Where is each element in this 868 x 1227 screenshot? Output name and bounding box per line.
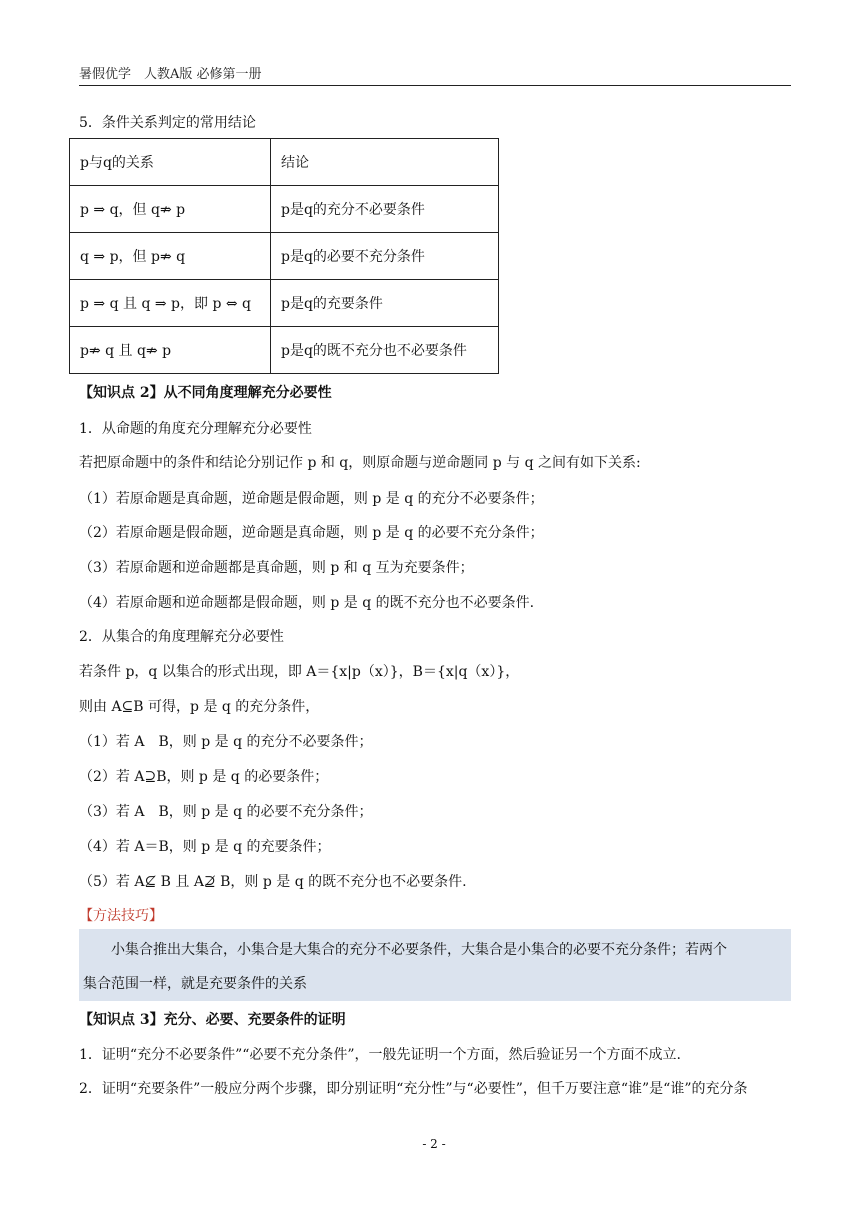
table-cell: p是q的必要不充分条件 xyxy=(271,233,499,280)
table-row xyxy=(70,280,499,327)
kp2-s2-item: （4）若 A＝B，则 p 是 q 的充要条件； xyxy=(79,839,331,855)
table-cell: p ⇒ q 且 q ⇒ p，即 p ⇔ q xyxy=(70,280,271,327)
kp2-s2-title: 2．从集合的角度理解充分必要性 xyxy=(79,629,284,645)
header-title: 暑假优学 人教A版 必修第一册 xyxy=(79,67,262,82)
kp3-item: 2．证明“充要条件”一般应分两个步骤，即分别证明“充分性”与“必要性”，但千万要注意“谁”是“谁”的充分条 xyxy=(79,1081,748,1097)
method-line: 小集合推出大集合，小集合是大集合的充分不必要条件，大集合是小集合的必要不充分条件；若两个 xyxy=(111,942,727,958)
kp2-s1-item: （2）若原命题是假命题，逆命题是真命题，则 p 是 q 的必要不充分条件； xyxy=(79,525,544,541)
table-row xyxy=(70,186,499,233)
table-row xyxy=(70,327,499,374)
method-line: 集合范围一样，就是充要条件的关系 xyxy=(83,976,307,992)
kp2-s1-item: （4）若原命题和逆命题都是假命题，则 p 是 q 的既不充分也不必要条件. xyxy=(79,595,535,611)
kp2-s2-item: （2）若 A⊇B，则 p 是 q 的必要条件； xyxy=(79,769,329,785)
table-header-row xyxy=(70,139,499,186)
kp3-item: 1．证明“充分不必要条件”“必要不充分条件”，一般先证明一个方面，然后验证另一个方面不成立. xyxy=(79,1047,681,1063)
kp2-s1-item: （3）若原命题和逆命题都是真命题，则 p 和 q 互为充要条件； xyxy=(79,560,474,576)
condition-table xyxy=(69,138,499,374)
kp2-s2-intro: 则由 A⊆B 可得，p 是 q 的充分条件， xyxy=(79,699,320,715)
kp2-s2-item: （3）若 A B，则 p 是 q 的必要不充分条件； xyxy=(79,804,373,820)
kp2-title: 【知识点 2】从不同角度理解充分必要性 xyxy=(79,385,332,401)
method-title: 【方法技巧】 xyxy=(79,908,163,924)
table-header-cell: 结论 xyxy=(271,139,499,186)
table-header-cell: p与q的关系 xyxy=(70,139,271,186)
table-cell: p是q的既不充分也不必要条件 xyxy=(271,327,499,374)
table-cell: p ⇒ q，但 q⇏ p xyxy=(70,186,271,233)
page-header xyxy=(79,63,791,86)
kp2-s2-intro: 若条件 p，q 以集合的形式出现，即 A＝{x|p（x）}，B＝{x|q（x）}， xyxy=(79,664,520,680)
table-cell: p⇏ q 且 q⇏ p xyxy=(70,327,271,374)
kp2-s1-title: 1．从命题的角度充分理解充分必要性 xyxy=(79,421,312,437)
table-row xyxy=(70,233,499,280)
table-cell: q ⇒ p，但 p⇏ q xyxy=(70,233,271,280)
page-number: - 2 - xyxy=(422,1137,446,1151)
kp2-s2-item: （5）若 A⊈ B 且 A⊉ B，则 p 是 q 的既不充分也不必要条件. xyxy=(79,874,467,890)
kp2-s2-item: （1）若 A B，则 p 是 q 的充分不必要条件； xyxy=(79,734,373,750)
method-box xyxy=(79,929,791,1001)
table-cell: p是q的充分不必要条件 xyxy=(271,186,499,233)
kp2-s1-intro: 若把原命题中的条件和结论分别记作 p 和 q，则原命题与逆命题同 p 与 q 之间有如下关系: xyxy=(79,455,641,471)
kp2-s1-item: （1）若原命题是真命题，逆命题是假命题，则 p 是 q 的充分不必要条件； xyxy=(79,491,544,507)
table-cell: p是q的充要条件 xyxy=(271,280,499,327)
section5-title: 5．条件关系判定的常用结论 xyxy=(79,115,256,131)
kp3-title: 【知识点 3】充分、必要、充要条件的证明 xyxy=(79,1012,346,1028)
